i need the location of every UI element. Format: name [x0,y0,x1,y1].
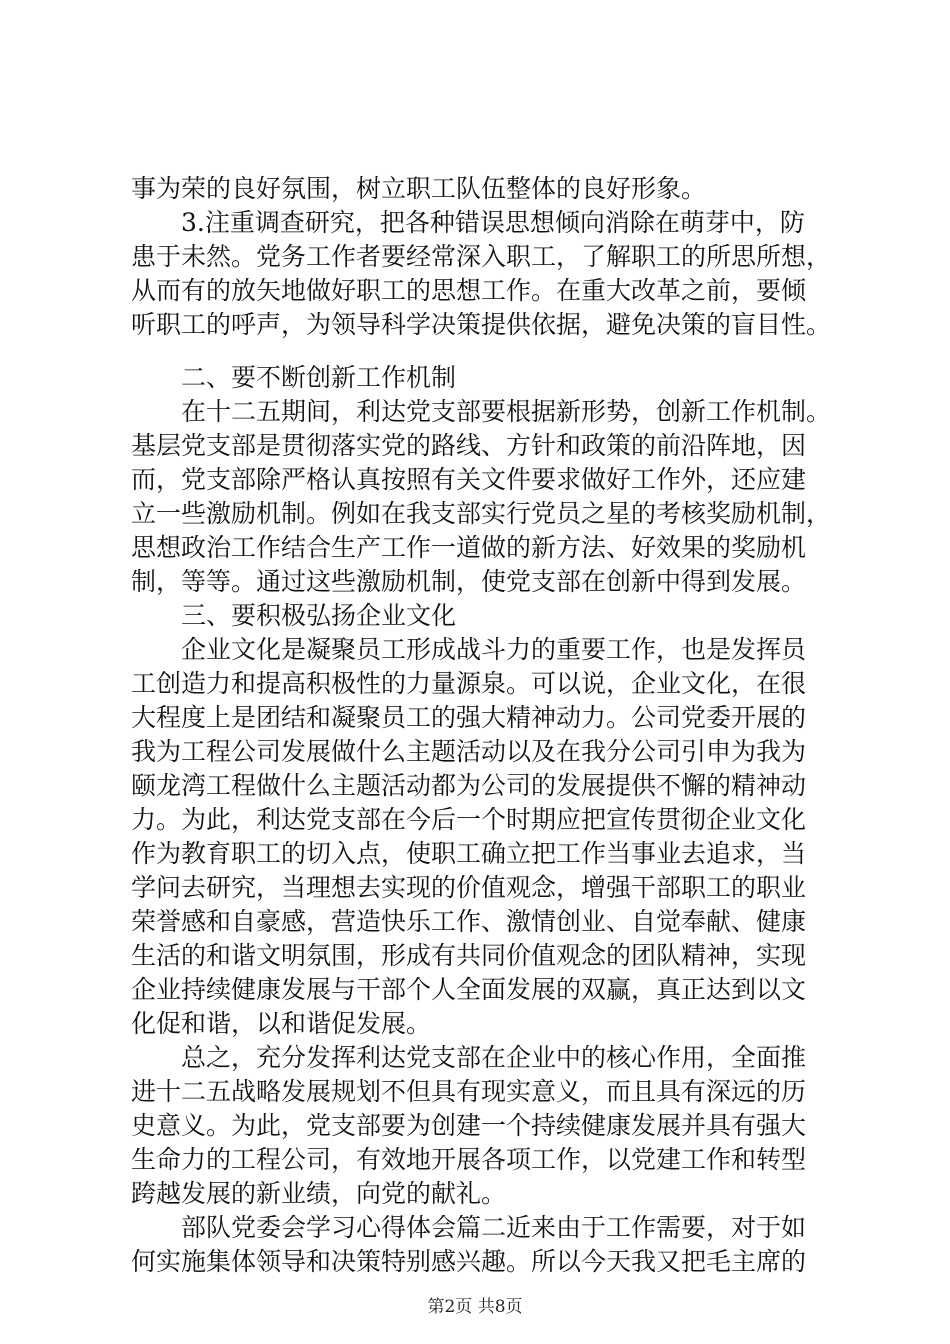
text-line: 企业文化是凝聚员工形成战斗力的重要工作，也是发挥员 [181,635,807,664]
text-line: 进十二五战略发展规划不但具有现实意义，而且具有深远的历 [131,1077,807,1106]
text-line: 患于未然。党务工作者要经常深入职工，了解职工的所思所想， [131,242,832,271]
section-heading: 二、要不断创新工作机制 [181,363,457,392]
text-line: 事为荣的良好氛围，树立职工队伍整体的良好形象。 [131,174,707,203]
page-footer: 第2页 共8页 [427,1297,523,1317]
text-line: 企业持续健康发展与干部个人全面发展的双赢，真正达到以文 [131,975,807,1004]
text-line: 3.注重调查研究，把各种错误思想倾向消除在萌芽中，防 [181,208,805,237]
text-line: 立一些激励机制。例如在我支部实行党员之星的考核奖励机制， [131,499,832,528]
text-line: 颐龙湾工程做什么主题活动都为公司的发展提供不懈的精神动 [131,771,807,800]
text-line: 大程度上是团结和凝聚员工的强大精神动力。公司党委开展的 [131,703,807,732]
text-line: 听职工的呼声，为领导科学决策提供依据，避免决策的盲目性。 [131,310,832,339]
text-line: 何实施集体领导和决策特别感兴趣。所以今天我又把毛主席的 [131,1247,807,1276]
text-line: 跨越发展的新业绩，向党的献礼。 [131,1179,507,1208]
text-line: 学问去研究，当理想去实现的价值观念，增强干部职工的职业 [131,873,807,902]
text-line: 力。为此，利达党支部在今后一个时期应把宣传贯彻企业文化 [131,805,807,834]
text-line: 在十二五期间，利达党支部要根据新形势，创新工作机制。 [181,397,832,426]
text-line: 荣誉感和自豪感，营造快乐工作、激情创业、自觉奉献、健康 [131,907,807,936]
text-line: 生命力的工程公司，有效地开展各项工作，以党建工作和转型 [131,1145,807,1174]
text-line: 从而有的放矢地做好职工的思想工作。在重大改革之前，要倾 [131,276,807,305]
text-line: 我为工程公司发展做什么主题活动以及在我分公司引申为我为 [131,737,807,766]
text-line: 而，党支部除严格认真按照有关文件要求做好工作外，还应建 [131,465,807,494]
text-line: 作为教育职工的切入点，使职工确立把工作当事业去追求，当 [131,839,807,868]
text-line: 思想政治工作结合生产工作一道做的新方法、好效果的奖励机 [131,533,807,562]
text-line: 总之，充分发挥利达党支部在企业中的核心作用，全面推 [181,1043,807,1072]
text-line: 部队党委会学习心得体会篇二近来由于工作需要，对于如 [181,1213,807,1242]
section-heading: 三、要积极弘扬企业文化 [181,601,457,630]
text-line: 化促和谐，以和谐促发展。 [131,1009,432,1038]
text-line: 生活的和谐文明氛围，形成有共同价值观念的团队精神，实现 [131,941,807,970]
text-line: 史意义。为此，党支部要为创建一个持续健康发展并具有强大 [131,1111,807,1140]
text-line: 制，等等。通过这些激励机制，使党支部在创新中得到发展。 [131,567,807,596]
text-line: 基层党支部是贯彻落实党的路线、方针和政策的前沿阵地，因 [131,431,807,460]
text-line: 工创造力和提高积极性的力量源泉。可以说，企业文化，在很 [131,669,807,698]
